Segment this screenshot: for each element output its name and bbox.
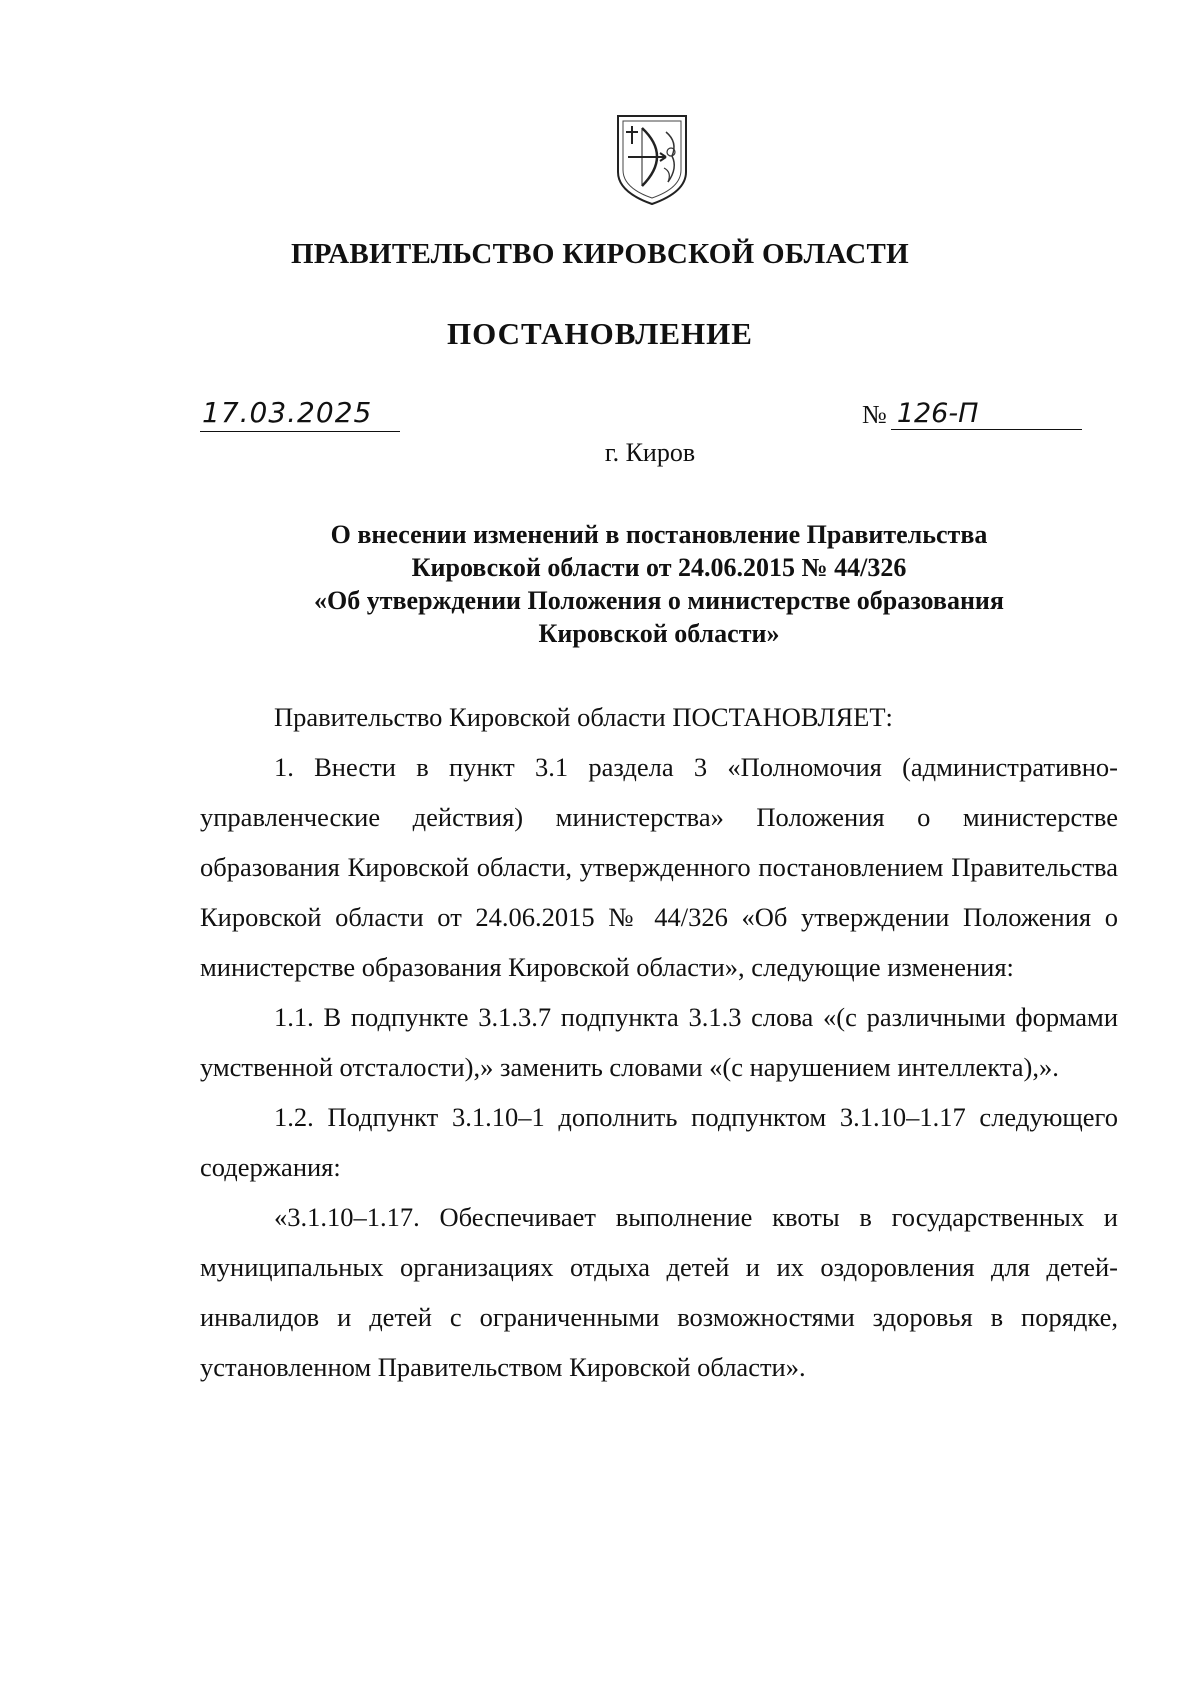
subject-line: Кировской области от 24.06.2015 № 44/326 [411, 553, 907, 582]
date-field [200, 396, 400, 432]
kirov-coat-of-arms-icon [614, 112, 690, 208]
document-body [200, 692, 1118, 1392]
paragraph-1-1: 1.1. В подпункте 3.1.3.7 подпункта 3.1.3 слова «(с различными формами умственной отсталости),» заменить словами «(с нарушением интеллекта),». [200, 1002, 1118, 1082]
organization-title: ПРАВИТЕЛЬСТВО КИРОВСКОЙ ОБЛАСТИ [290, 238, 910, 270]
paragraph-1-2: 1.2. Подпункт 3.1.10–1 дополнить подпунктом 3.1.10–1.17 следующего содержания: [200, 1102, 1118, 1182]
subject-line: «Об утверждении Положения о министерстве образования [314, 586, 1004, 615]
city: г. Киров [604, 438, 696, 467]
decree-statement: Правительство Кировской области ПОСТАНОВЛЯЕТ: [274, 702, 893, 732]
subject-line: О внесении изменений в постановление Правительства [330, 520, 988, 549]
number-field [862, 398, 1112, 430]
document-type-title: ПОСТАНОВЛЕНИЕ [447, 316, 753, 351]
paragraph-1: 1. Внести в пункт 3.1 раздела 3 «Полномочия (административно-управленческие действия) министерства» Положения о министерстве образования Кировской области, утвержденного постановлением Правительства Кировской области от 24.06.2015 № 44/326 «Об утверждении Положения о министерстве образования Кировской области», следующие изменения: [200, 752, 1118, 982]
document-subject [200, 518, 1118, 650]
number-value: 126-П [891, 398, 1082, 430]
number-label: № [862, 400, 887, 429]
subject-line: Кировской области» [538, 619, 780, 648]
paragraph-1-2-quote: «3.1.10–1.17. Обеспечивает выполнение квоты в государственных и муниципальных организациях отдыха детей и их оздоровления для детей-инвалидов и детей с ограниченными возможностями здоровья в порядке, установленном Правительством Кировской области». [200, 1202, 1118, 1382]
date-value: 17.03.2025 [202, 396, 373, 429]
date-underline [200, 431, 400, 432]
